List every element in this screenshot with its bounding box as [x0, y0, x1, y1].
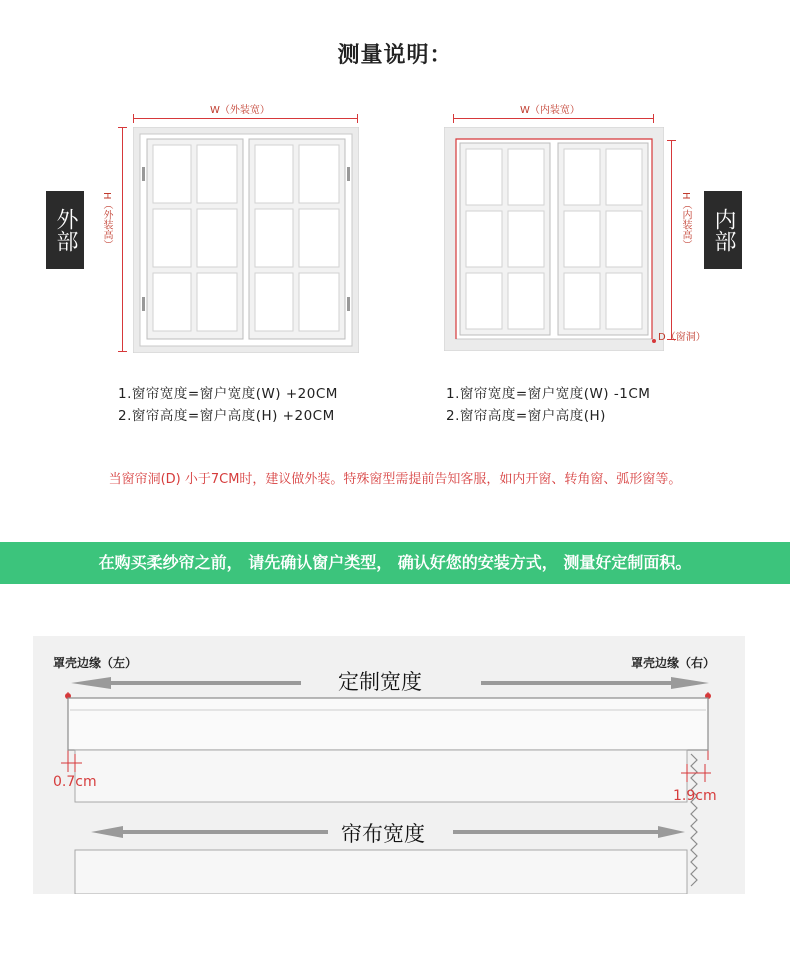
reminder-banner: 在购买柔纱帘之前， 请先确认窗户类型， 确认好您的安装方式， 测量好定制面积。 — [0, 542, 790, 584]
outside-width-line — [133, 118, 358, 119]
inside-formula-1: 1.窗帘宽度=窗户宽度(W) -1CM — [446, 386, 651, 402]
inside-mount-tag: 内部 — [704, 191, 742, 269]
inside-depth-label: D（窗洞） — [658, 332, 706, 343]
outside-window-diagram — [101, 100, 368, 360]
outside-height-label: H（外装高） — [101, 192, 112, 250]
inside-width-label: W（内装宽） — [520, 105, 580, 116]
outside-height-line — [122, 127, 123, 352]
width-tick-right — [357, 114, 358, 123]
outside-mount-tag: 外部 — [46, 191, 84, 269]
inside-height-label: H（内装高） — [680, 192, 691, 250]
cassette-right-edge-label: 罩壳边缘（右） — [631, 656, 716, 670]
outside-formula-2: 2.窗帘高度=窗户高度(H) +20CM — [118, 408, 335, 424]
inside-width-line — [453, 118, 654, 119]
inside-window-diagram — [440, 100, 740, 360]
outside-formula-1: 1.窗帘宽度=窗户宽度(W) +20CM — [118, 386, 338, 402]
outside-window-svg — [133, 127, 359, 353]
inside-formula-2: 2.窗帘高度=窗户高度(H) — [446, 408, 606, 424]
inside-height-tick-top — [667, 140, 676, 141]
inside-window-svg — [444, 127, 664, 351]
inside-width-tick-left — [453, 114, 454, 123]
blind-width-diagram — [33, 636, 745, 894]
width-tick-left — [133, 114, 134, 123]
fabric-width-label: 帘布宽度 — [341, 822, 425, 846]
page-title: 测量说明： — [337, 43, 453, 68]
custom-width-label: 定制宽度 — [338, 670, 422, 694]
inside-height-line — [671, 140, 672, 340]
inside-width-tick-right — [653, 114, 654, 123]
cassette-left-edge-label: 罩壳边缘（左） — [53, 656, 138, 670]
outside-width-label: W（外装宽） — [210, 105, 270, 116]
height-tick-bottom — [118, 351, 127, 352]
left-gap-label: 0.7cm — [53, 774, 97, 790]
depth-note: 当窗帘洞(D) 小于7CM时，建议做外装。特殊窗型需提前告知客服，如内开窗、转角窗、弧形窗等。 — [108, 472, 682, 487]
height-tick-top — [118, 127, 127, 128]
right-gap-label: 1.9cm — [673, 788, 717, 804]
